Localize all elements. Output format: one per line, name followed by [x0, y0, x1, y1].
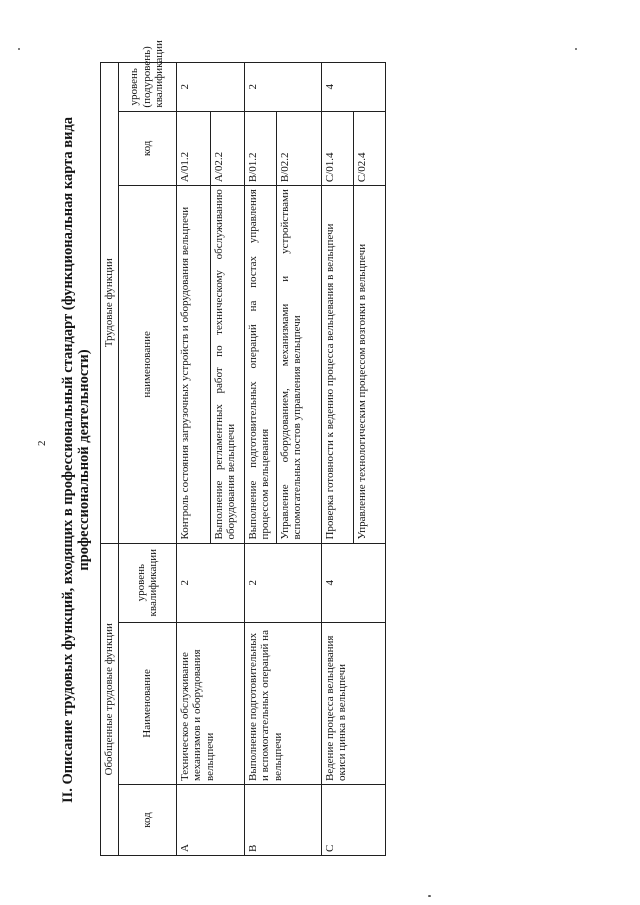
table-row	[176, 63, 210, 856]
page-number: 2	[36, 440, 48, 446]
cell-function-name: Управление технологическим процессом возгонки в вельцпечи	[353, 186, 385, 543]
header-row-2	[118, 63, 176, 856]
cell-function-code: C/02.4	[353, 111, 385, 186]
header-name-labor: наименование	[118, 186, 176, 543]
cell-function-code: C/01.4	[321, 111, 353, 186]
cell-sublevel: 4	[321, 63, 385, 112]
cell-name: Техническое обслуживание механизмов и оборудования вельцпечи	[176, 622, 244, 784]
scan-speck	[18, 48, 20, 50]
cell-code: C	[321, 785, 385, 856]
section-title	[60, 60, 92, 860]
cell-name: Ведение процесса вельцевания окиси цинка в вельцпечи	[321, 622, 385, 784]
document-content	[60, 40, 590, 860]
header-code: код	[118, 785, 176, 856]
header-name-general: Наименование	[118, 622, 176, 784]
functional-map-table	[100, 40, 386, 856]
table-row	[321, 63, 353, 856]
cell-level: 2	[176, 543, 244, 622]
scan-speck	[575, 48, 577, 50]
cell-level: 2	[244, 543, 321, 622]
header-labor: Трудовые функции	[101, 63, 119, 544]
table-row	[244, 63, 276, 856]
cell-level: 4	[321, 543, 385, 622]
cell-function-name: Управление оборудованием, механизмами и устройствами вспомогательных постов управления вельцпечи	[276, 186, 321, 543]
cell-function-name: Выполнение подготовительных операций на постах управления процессом вельцевания	[244, 186, 276, 543]
cell-function-code: A/02.2	[210, 111, 244, 186]
cell-code: A	[176, 785, 244, 856]
section-title-line-2: профессиональной деятельности)	[76, 349, 92, 571]
header-row-1	[101, 63, 119, 856]
cell-sublevel: 2	[176, 63, 244, 112]
cell-function-code: B/01.2	[244, 111, 276, 186]
cell-function-name: Проверка готовности к ведению процесса вельцевания в вельцпечи	[321, 186, 353, 543]
cell-sublevel: 2	[244, 63, 321, 112]
scan-speck	[428, 895, 431, 897]
cell-function-code: A/01.2	[176, 111, 210, 186]
cell-function-code: B/02.2	[276, 111, 321, 186]
header-sublevel: уровень (подуровень) квалификации	[118, 63, 176, 112]
header-level: уровень квалификации	[118, 543, 176, 622]
cell-function-name: Контроль состояния загрузочных устройств и оборудования вельцпечи	[176, 186, 210, 543]
cell-name: Выполнение подготовительных и вспомогательных операций на вельцпечи	[244, 622, 321, 784]
header-code-labor: код	[118, 111, 176, 186]
cell-code: B	[244, 785, 321, 856]
cell-function-name: Выполнение регламентных работ по техническому обслуживанию оборудования вельцпечи	[210, 186, 244, 543]
header-generalized: Обобщенные трудовые функции	[101, 543, 119, 855]
section-title-line-1: II. Описание трудовых функций, входящих в профессиональный стандарт (функциональная карта вида	[60, 116, 76, 804]
